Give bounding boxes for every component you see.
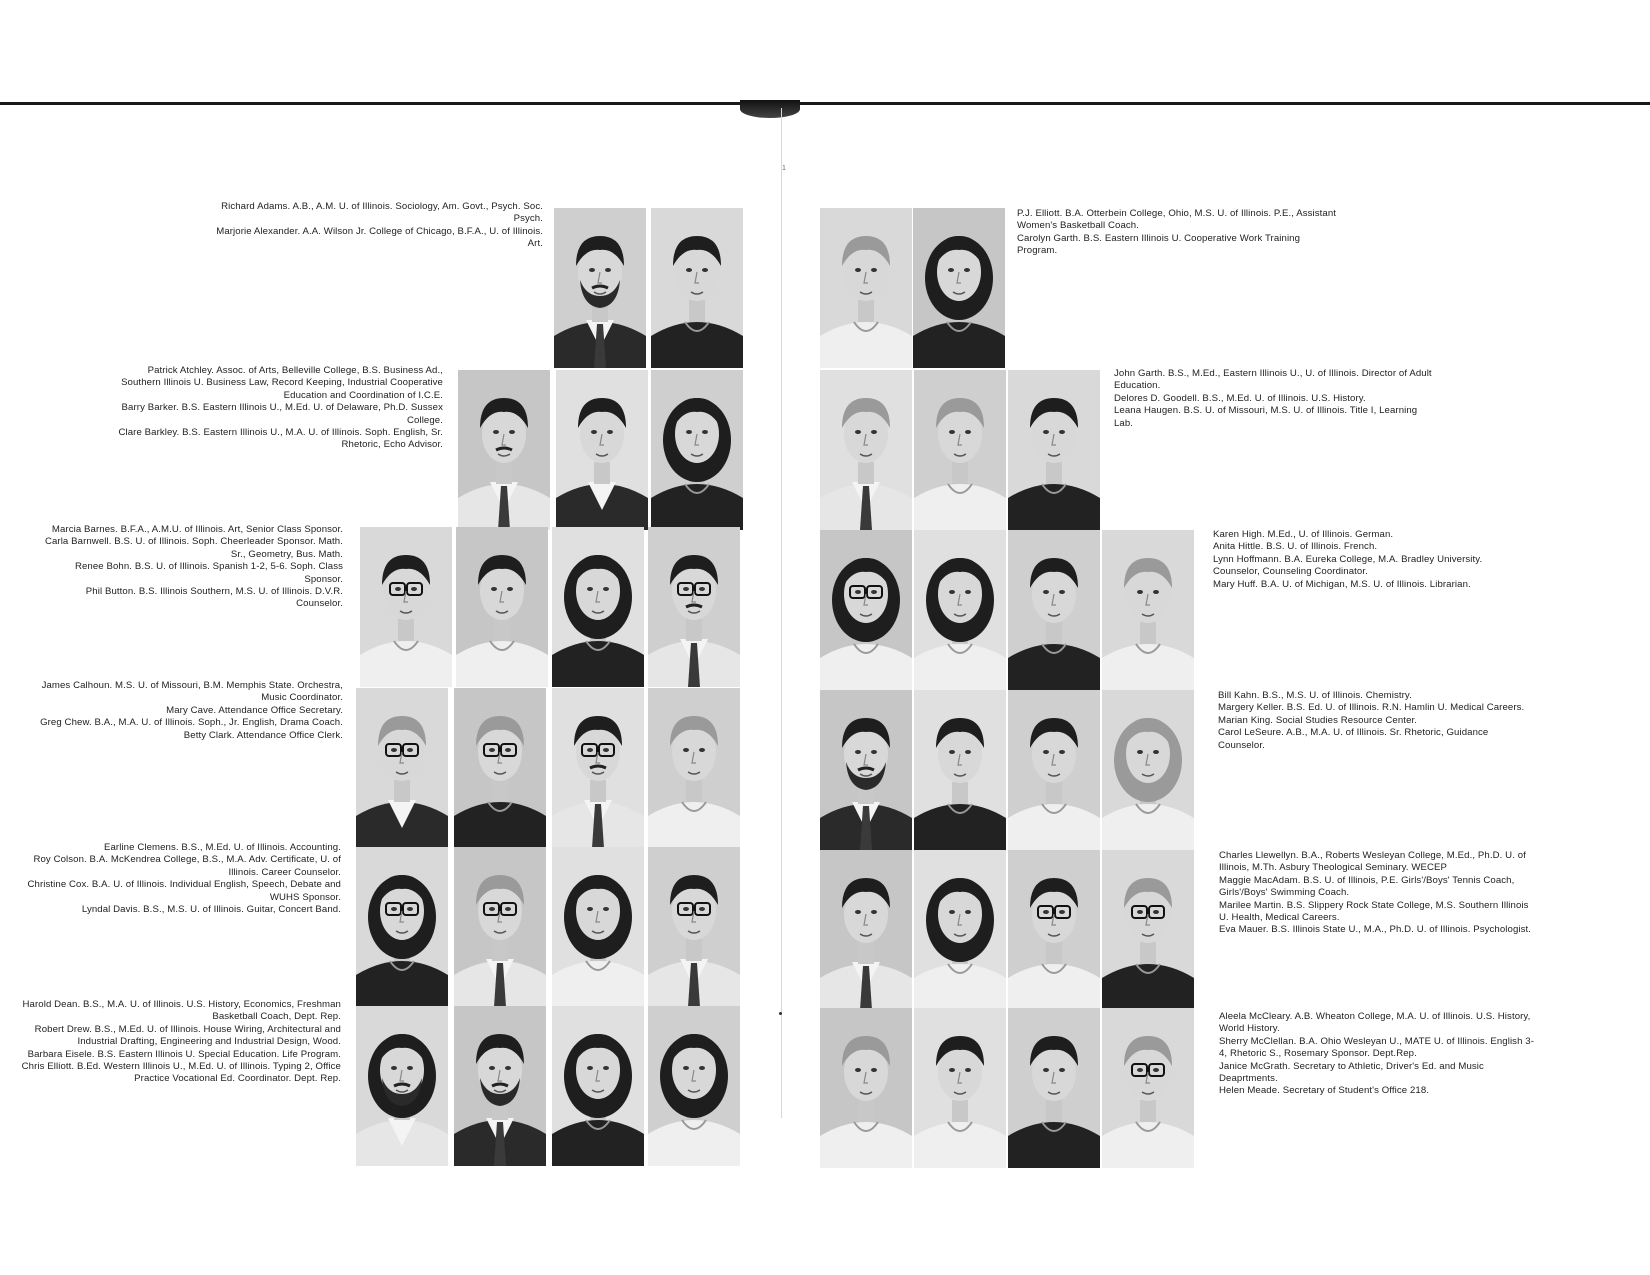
caption: Bill Kahn. B.S., M.S. U. of Illinois. Chemistry. [1218, 690, 1412, 701]
portrait-photo [651, 208, 743, 368]
caption: Delores D. Goodell. B.S., M.Ed. U. of Illinois. U.S. History. [1114, 392, 1366, 404]
portrait-photo [1102, 850, 1194, 1010]
portrait-photo [1008, 690, 1100, 850]
page-speck [779, 1012, 782, 1015]
portrait-photo [360, 527, 452, 687]
portrait-photo [552, 527, 644, 687]
caption: Janice McGrath. Secretary to Athletic, Driver's Ed. and Music Deaprtments. [1219, 1060, 1484, 1085]
portrait-photo [356, 847, 448, 1007]
portrait-photo [1102, 530, 1194, 690]
portrait-photo [1008, 530, 1100, 690]
caption-block-right-5 [1219, 850, 1539, 937]
portrait-photo [552, 688, 644, 848]
caption: Charles Llewellyn. B.A., Roberts Wesleyan College, M.Ed., Ph.D. U. of Illinois, M.Th. Asbury Theological Seminary. WECEP [1219, 850, 1526, 874]
caption: Mary Huff. B.A. U. of Michigan, M.S. U. of Illinois. Librarian. [1213, 578, 1471, 590]
caption: John Garth. B.S., M.Ed., Eastern Illinois U., U. of Illinois. Director of Adult Education. [1114, 368, 1432, 392]
portrait-photo [554, 208, 646, 368]
portrait-photo [914, 1008, 1006, 1168]
portrait-photo [1008, 370, 1100, 530]
caption: Sherry McClellan. B.A. Ohio Wesleyan U., MATE U. of Illinois. English 3-4, Rhetoric S., Rosemary Sponsor. Dept.Rep. [1219, 1035, 1535, 1060]
caption-block-left-5 [18, 842, 341, 916]
portrait-photo [914, 370, 1006, 530]
caption: James Calhoun. M.S. U. of Missouri, B.M. Memphis State. Orchestra, Music Coordinator. [41, 680, 343, 704]
caption: Mary Cave. Attendance Office Secretary. [166, 704, 343, 716]
caption-block-right-3 [1213, 529, 1523, 591]
caption: Greg Chew. B.A., M.A. U. of Illinois. Soph., Jr. English, Drama Coach. [40, 717, 343, 729]
caption: P.J. Elliott. B.A. Otterbein College, Ohio, M.S. U. of Illinois. P.E., Assistant Women's Basketball Coach. [1017, 208, 1337, 232]
caption-block-left-3 [38, 524, 343, 611]
caption: Barbara Eisele. B.S. Eastern Illinois U. Special Education. Life Program. [27, 1048, 341, 1060]
caption: Christine Cox. B.A. U. of Illinois. Individual English, Speech, Debate and WUHS Sponsor. [27, 879, 341, 903]
portrait-photo [648, 1006, 740, 1166]
portrait-photo [651, 370, 743, 530]
caption: Karen High. M.Ed., U. of Illinois. German. [1213, 529, 1394, 540]
caption: Carla Barnwell. B.S. U. of Illinois. Soph. Cheerleader Sponsor. Math. Sr., Geometry, Bus. Math. [44, 536, 343, 560]
caption-block-right-1 [1017, 208, 1337, 258]
caption: Clare Barkley. B.S. Eastern Illinois U., M.A. U. of Illinois. Soph. English, Sr. Rhetoric, Echo Advisor. [118, 427, 443, 451]
caption: Patrick Atchley. Assoc. of Arts, Belleville College, B.S. Business Ad., Southern Illinois U. Business Law, Record Keeping, Industrial Cooperative Education and Coordination of I.C.E. [121, 365, 443, 401]
caption: Chris Elliott. B.Ed. Western Illinois U., M.Ed. U. of Illinois. Typing 2, Office Practice Vocational Ed. Coordinator. Dept. Rep. [21, 1061, 341, 1085]
caption: Renee Bohn. B.S. U. of Illinois. Spanish 1-2, 5-6. Soph. Class Sponsor. [74, 561, 343, 585]
caption: Roy Colson. B.A. McKendrea College, B.S., M.A. Adv. Certificate, U. of Illinois. Career Counselor. [33, 854, 341, 878]
page-gutter [781, 108, 782, 1118]
caption: Maggie MacAdam. B.S. U. of Illinois, P.E. Girls'/Boys' Tennis Coach, Girls'/Boys' Swimming Coach. [1219, 874, 1515, 899]
caption: Lynn Hoffmann. B.A. Eureka College, M.A. Bradley University. Counselor, Counseling Coordinator. [1213, 553, 1483, 578]
caption: Marian King. Social Studies Resource Center. [1218, 714, 1418, 726]
portrait-photo [648, 527, 740, 687]
caption: Robert Drew. B.S., M.Ed. U. of Illinois. House Wiring, Architectural and Industrial Drafting, Engineering and Industrial Design, Wood. [34, 1023, 341, 1048]
portrait-photo [1102, 1008, 1194, 1168]
portrait-photo [1102, 690, 1194, 850]
caption: Carol LeSeure. A.B., M.A. U. of Illinois. Sr. Rhetoric, Guidance Counselor. [1218, 727, 1489, 751]
caption: Anita Hittle. B.S. U. of Illinois. French. [1213, 541, 1378, 553]
page-number-mark: 1 [782, 165, 786, 172]
caption: Betty Clark. Attendance Office Clerk. [183, 729, 343, 741]
caption: Carolyn Garth. B.S. Eastern Illinois U. Cooperative Work Training Program. [1017, 232, 1301, 257]
caption: Leana Haugen. B.S. U. of Missouri, M.S. U. of Illinois. Title I, Learning Lab. [1114, 405, 1418, 429]
caption: Eva Mauer. B.S. Illinois State U., M.A., Ph.D. U. of Illinois. Psychologist. [1219, 924, 1532, 936]
caption: Barry Barker. B.S. Eastern Illinois U., M.Ed. U. of Delaware, Ph.D. Sussex College. [121, 402, 443, 426]
portrait-photo [913, 208, 1005, 368]
caption-block-left-4 [34, 680, 343, 742]
portrait-photo [556, 370, 648, 530]
caption: Helen Meade. Secretary of Student's Office 218. [1219, 1085, 1430, 1097]
portrait-photo [820, 1008, 912, 1168]
portrait-photo [1008, 850, 1100, 1010]
caption: Lyndal Davis. B.S., M.S. U. of Illinois. Guitar, Concert Band. [81, 904, 341, 916]
portrait-photo [1008, 1008, 1100, 1168]
caption-block-left-2 [116, 365, 443, 452]
portrait-photo [454, 1006, 546, 1166]
portrait-photo [820, 850, 912, 1010]
portrait-photo [820, 208, 912, 368]
portrait-photo [458, 370, 550, 530]
portrait-photo [820, 690, 912, 850]
portrait-photo [456, 527, 548, 687]
caption-block-right-2 [1114, 368, 1434, 430]
caption-block-left-6 [18, 999, 341, 1086]
portrait-photo [356, 1006, 448, 1166]
portrait-photo [914, 850, 1006, 1010]
caption-block-right-6 [1219, 1011, 1539, 1098]
portrait-photo [648, 847, 740, 1007]
portrait-photo [820, 530, 912, 690]
caption: Richard Adams. A.B., A.M. U. of Illinois. Sociology, Am. Govt., Psych. Soc. Psych. [221, 201, 543, 225]
book-spine-band [0, 100, 1650, 108]
caption: Phil Button. B.S. Illinois Southern, M.S. U. of Illinois. D.V.R. Counselor. [85, 586, 343, 610]
caption-block-right-4 [1218, 690, 1528, 752]
book-spine-notch [740, 100, 800, 118]
caption: Harold Dean. B.S., M.A. U. of Illinois. U.S. History, Economics, Freshman Basketball Coach, Dept. Rep. [22, 999, 341, 1023]
portrait-photo [552, 1006, 644, 1166]
portrait-photo [914, 690, 1006, 850]
caption: Marcia Barnes. B.F.A., A.M.U. of Illinois. Art, Senior Class Sponsor. [51, 524, 343, 535]
portrait-photo [648, 688, 740, 848]
caption: Earline Clemens. B.S., M.Ed. U. of Illinois. Accounting. [103, 842, 341, 853]
portrait-photo [914, 530, 1006, 690]
caption: Margery Keller. B.S. Ed. U. of Illinois. R.N. Hamlin U. Medical Careers. [1218, 702, 1525, 714]
portrait-photo [356, 688, 448, 848]
portrait-photo [454, 847, 546, 1007]
portrait-photo [820, 370, 912, 530]
caption: Aleela McCleary. A.B. Wheaton College, M.A. U. of Illinois. U.S. History, World History. [1219, 1011, 1531, 1035]
caption-block-left-1 [200, 201, 543, 251]
portrait-photo [552, 847, 644, 1007]
caption: Marilee Martin. B.S. Slippery Rock State College, M.S. Southern Illinois U. Health, Medical Careers. [1219, 899, 1529, 924]
caption: Marjorie Alexander. A.A. Wilson Jr. College of Chicago, B.F.A., U. of Illinois. Art. [216, 225, 543, 250]
portrait-photo [454, 688, 546, 848]
